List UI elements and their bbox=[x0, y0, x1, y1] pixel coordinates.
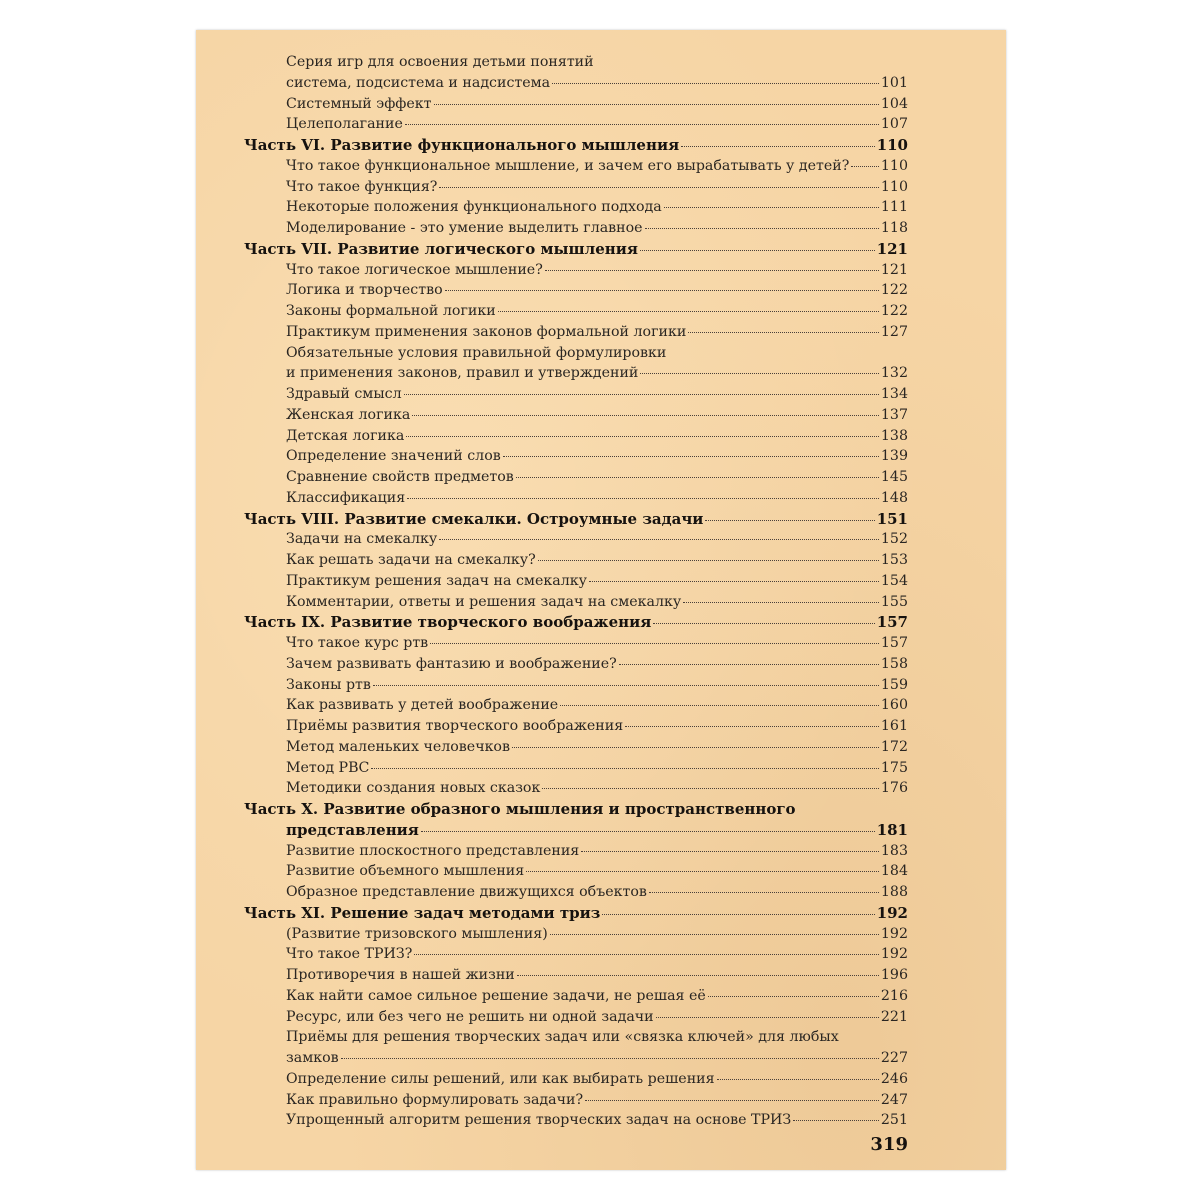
toc-entry-page-number: 158 bbox=[880, 655, 908, 672]
toc-entry-page-number: 121 bbox=[876, 239, 908, 258]
toc-entry bbox=[244, 322, 908, 343]
toc-entry-title: система, подсистема и надсистема bbox=[286, 74, 551, 91]
toc-entry bbox=[244, 177, 908, 198]
dot-leader bbox=[538, 560, 879, 561]
dot-leader bbox=[545, 270, 879, 271]
toc-entry bbox=[244, 965, 908, 986]
toc-entry-title: Задачи на смекалку bbox=[286, 531, 438, 548]
toc-entry-page-number: 111 bbox=[880, 199, 908, 216]
toc-entry-title: Практикум решения задач на смекалку bbox=[286, 572, 587, 589]
toc-entry-title: Обязательные условия правильной формулировки bbox=[286, 344, 667, 361]
toc-entry-page-number: 110 bbox=[876, 136, 908, 154]
toc-entry-title: Как найти самое сильное решение задачи, не решая её bbox=[286, 987, 706, 1004]
dot-leader bbox=[851, 166, 879, 167]
toc-entry-title: Зачем развивать фантазию и воображение? bbox=[286, 655, 617, 672]
toc-entry-title: Логика и творчество bbox=[286, 282, 443, 299]
dot-leader bbox=[653, 623, 874, 624]
toc-entry-title: Упрощенный алгоритм решения творческих задач на основе ТРИЗ bbox=[286, 1112, 792, 1129]
toc-entry-page-number: 139 bbox=[880, 448, 908, 465]
dot-leader bbox=[664, 207, 879, 208]
dot-leader bbox=[406, 436, 879, 437]
toc-part-entry bbox=[244, 612, 908, 633]
toc-entry-title: Развитие плоскостного представления bbox=[286, 842, 580, 859]
toc-entry-title: Моделирование - это умение выделить главное bbox=[286, 220, 643, 236]
toc-entry bbox=[244, 654, 908, 675]
dot-leader bbox=[625, 726, 879, 727]
dot-leader bbox=[517, 975, 879, 976]
toc-entry bbox=[244, 405, 908, 426]
toc-entry-title: Как правильно формулировать задачи? bbox=[286, 1091, 584, 1108]
dot-leader bbox=[341, 1058, 879, 1059]
dot-leader bbox=[688, 332, 879, 333]
dot-leader bbox=[405, 124, 879, 125]
toc-entry-page-number: 157 bbox=[876, 613, 908, 632]
dot-leader bbox=[640, 373, 879, 374]
toc-entry bbox=[244, 384, 908, 405]
toc-entry bbox=[244, 633, 908, 654]
dot-leader bbox=[373, 685, 879, 686]
toc-entry bbox=[244, 218, 908, 239]
toc-entry-page-number: 148 bbox=[880, 489, 908, 506]
toc-entry bbox=[244, 1090, 908, 1111]
toc-entry bbox=[244, 260, 908, 281]
toc-entry bbox=[244, 94, 908, 115]
toc-entry-title: Законы формальной логики bbox=[286, 303, 496, 319]
toc-entry-page-number: 175 bbox=[880, 759, 908, 776]
dot-leader bbox=[498, 311, 879, 312]
toc-entry bbox=[244, 861, 908, 882]
toc-entry-page-number: 118 bbox=[880, 220, 908, 236]
toc-entry bbox=[244, 592, 908, 613]
toc-entry-page-number: 160 bbox=[880, 697, 908, 714]
dot-leader bbox=[414, 954, 879, 955]
toc-entry-title: Что такое курс ртв bbox=[286, 635, 429, 651]
toc-entry bbox=[244, 1110, 908, 1131]
toc-entry bbox=[244, 675, 908, 696]
dot-leader bbox=[550, 934, 879, 935]
toc-entry bbox=[244, 550, 908, 571]
toc-entry bbox=[244, 73, 908, 94]
dot-leader bbox=[602, 914, 874, 915]
dot-leader bbox=[526, 871, 879, 872]
toc-entry-page-number: 188 bbox=[880, 884, 908, 900]
toc-entry-title: Как решать задачи на смекалку? bbox=[286, 552, 536, 568]
toc-entry-title: Часть VIII. Развитие смекалки. Остроумные задачи bbox=[244, 509, 704, 528]
toc-entry-page-number: 110 bbox=[880, 157, 908, 174]
toc-entry bbox=[244, 529, 908, 550]
toc-entry-page-number: 192 bbox=[880, 925, 908, 942]
toc-entry-title: Здравый смысл bbox=[286, 386, 402, 402]
toc-entry-page-number: 221 bbox=[880, 1008, 908, 1025]
dot-leader bbox=[434, 104, 879, 105]
toc-entry-page-number: 247 bbox=[880, 1091, 908, 1108]
toc-entry-title: Методики создания новых сказок bbox=[286, 780, 541, 797]
toc-entry-page-number: 104 bbox=[880, 95, 908, 112]
toc-entry bbox=[244, 156, 908, 177]
toc-entry bbox=[244, 924, 908, 945]
toc-entry-title: Законы ртв bbox=[286, 676, 371, 693]
toc-entry-page-number: 192 bbox=[876, 903, 908, 922]
toc-entry-title: Что такое функция? bbox=[286, 178, 438, 195]
toc-entry-title: Развитие объемного мышления bbox=[286, 863, 525, 880]
dot-leader bbox=[681, 146, 875, 147]
dot-leader bbox=[649, 892, 879, 893]
toc-entry bbox=[244, 363, 908, 384]
dot-leader bbox=[404, 394, 879, 395]
toc-entry-page-number: 159 bbox=[880, 676, 908, 693]
toc-entry-title: Некоторые положения функционального подхода bbox=[286, 199, 662, 216]
dot-leader bbox=[421, 831, 875, 832]
dot-leader bbox=[445, 290, 879, 291]
page-number: 319 bbox=[870, 1134, 908, 1155]
toc-entry-title: Часть VI. Развитие функционального мышления bbox=[244, 136, 680, 154]
toc-entry bbox=[244, 52, 908, 73]
toc-entry-page-number: 107 bbox=[880, 116, 908, 133]
dot-leader bbox=[439, 187, 879, 188]
dot-leader bbox=[585, 1100, 879, 1101]
toc-entry-page-number: 196 bbox=[880, 967, 908, 983]
toc-entry-page-number: 122 bbox=[880, 303, 908, 319]
toc-entry-title: Что такое ТРИЗ? bbox=[286, 946, 413, 963]
toc-entry-title: Часть IX. Развитие творческого воображения bbox=[244, 613, 652, 632]
dot-leader bbox=[581, 851, 879, 852]
toc-entry-title: Классификация bbox=[286, 489, 406, 506]
toc-entry bbox=[244, 986, 908, 1007]
toc-entry-page-number: 121 bbox=[880, 261, 908, 278]
toc-entry-page-number: 184 bbox=[880, 863, 908, 880]
toc-entry bbox=[244, 301, 908, 322]
toc-entry bbox=[244, 944, 908, 965]
toc-entry-page-number: 246 bbox=[880, 1070, 908, 1087]
toc-entry-title: и применения законов, правил и утверждений bbox=[286, 365, 639, 382]
toc-entry-title: Как развивать у детей воображение bbox=[286, 697, 559, 714]
toc-entry-title: Часть VII. Развитие логического мышления bbox=[244, 239, 638, 258]
toc-entry-title: Приёмы развития творческого воображения bbox=[286, 718, 624, 734]
dot-leader bbox=[717, 1079, 879, 1080]
toc-entry-title: Часть X. Развитие образного мышления и пространственного bbox=[244, 800, 796, 818]
dot-leader bbox=[619, 664, 879, 665]
toc-entry-title: Сравнение свойств предметов bbox=[286, 469, 514, 485]
toc-entry-title: замков bbox=[286, 1050, 339, 1066]
toc-entry-title: Женская логика bbox=[286, 406, 411, 423]
toc-entry-page-number: 176 bbox=[880, 780, 908, 797]
dot-leader bbox=[640, 250, 875, 251]
toc-entry-page-number: 172 bbox=[880, 738, 908, 755]
dot-leader bbox=[542, 788, 879, 789]
toc-entry-page-number: 134 bbox=[880, 386, 908, 402]
toc-entry-page-number: 161 bbox=[880, 718, 908, 734]
toc-entry-page-number: 192 bbox=[880, 946, 908, 963]
dot-leader bbox=[705, 520, 874, 521]
toc-entry-page-number: 216 bbox=[880, 987, 908, 1004]
toc-entry bbox=[244, 488, 908, 509]
toc-entry-title: Метод РВС bbox=[286, 759, 370, 776]
book-page bbox=[196, 30, 1006, 1170]
dot-leader bbox=[407, 498, 879, 499]
dot-leader bbox=[683, 602, 879, 603]
toc-entry bbox=[244, 1007, 908, 1028]
toc-entry-page-number: 154 bbox=[880, 572, 908, 589]
toc-entry bbox=[244, 343, 908, 364]
dot-leader bbox=[560, 705, 879, 706]
dot-leader bbox=[439, 539, 879, 540]
toc-entry bbox=[244, 716, 908, 737]
toc-entry bbox=[244, 695, 908, 716]
toc-entry-title: Ресурс, или без чего не решить ни одной задачи bbox=[286, 1008, 654, 1025]
toc-entry bbox=[244, 841, 908, 862]
toc-entry-title: Комментарии, ответы и решения задач на смекалку bbox=[286, 593, 682, 610]
dot-leader bbox=[512, 747, 879, 748]
toc-entry bbox=[244, 737, 908, 758]
toc-entry bbox=[244, 882, 908, 903]
toc-entry-title: Серия игр для освоения детьми понятий bbox=[286, 54, 594, 70]
toc-entry bbox=[244, 426, 908, 447]
table-of-contents bbox=[244, 52, 908, 1131]
toc-entry-page-number: 132 bbox=[880, 365, 908, 382]
toc-entry-page-number: 110 bbox=[880, 178, 908, 195]
toc-part-entry bbox=[244, 799, 908, 820]
toc-entry bbox=[244, 1027, 908, 1048]
toc-entry-title: (Развитие тризовского мышления) bbox=[286, 925, 548, 942]
toc-entry-title: Целеполагание bbox=[286, 116, 403, 133]
toc-entry-page-number: 183 bbox=[880, 842, 908, 859]
dot-leader bbox=[412, 415, 879, 416]
toc-part-entry bbox=[244, 135, 908, 156]
toc-entry-page-number: 181 bbox=[876, 820, 908, 839]
toc-entry bbox=[244, 467, 908, 488]
toc-entry-title: Противоречия в нашей жизни bbox=[286, 967, 515, 983]
toc-entry-title: представления bbox=[286, 820, 419, 839]
toc-entry-page-number: 151 bbox=[876, 509, 908, 528]
dot-leader bbox=[516, 477, 879, 478]
toc-entry bbox=[244, 446, 908, 467]
toc-entry-page-number: 153 bbox=[880, 552, 908, 568]
toc-part-entry bbox=[244, 239, 908, 260]
toc-entry-title: Системный эффект bbox=[286, 95, 432, 112]
toc-entry-title: Что такое функциональное мышление, и зачем его вырабатывать у детей? bbox=[286, 157, 850, 174]
toc-entry-title: Определение значений слов bbox=[286, 448, 501, 465]
dot-leader bbox=[708, 996, 879, 997]
toc-entry-title: Часть XI. Решение задач методами триз bbox=[244, 903, 601, 922]
dot-leader bbox=[656, 1017, 879, 1018]
dot-leader bbox=[430, 643, 879, 644]
toc-entry-title: Определение силы решений, или как выбирать решения bbox=[286, 1070, 715, 1087]
toc-entry-page-number: 145 bbox=[880, 469, 908, 485]
dot-leader bbox=[503, 456, 879, 457]
toc-entry-title: Приёмы для решения творческих задач или «связка ключей» для любых bbox=[286, 1029, 839, 1046]
dot-leader bbox=[793, 1120, 879, 1121]
toc-entry-title: Что такое логическое мышление? bbox=[286, 261, 543, 278]
toc-entry-page-number: 137 bbox=[880, 406, 908, 423]
toc-entry-title: Детская логика bbox=[286, 427, 405, 444]
toc-entry bbox=[244, 758, 908, 779]
toc-entry bbox=[244, 280, 908, 301]
dot-leader bbox=[645, 228, 879, 229]
toc-entry-page-number: 155 bbox=[880, 593, 908, 610]
toc-entry-page-number: 122 bbox=[880, 282, 908, 299]
toc-entry-title: Метод маленьких человечков bbox=[286, 738, 510, 755]
toc-entry-page-number: 127 bbox=[880, 323, 908, 340]
dot-leader bbox=[589, 581, 879, 582]
toc-entry-page-number: 227 bbox=[880, 1050, 908, 1066]
toc-entry bbox=[244, 820, 908, 841]
toc-entry-title: Практикум применения законов формальной логики bbox=[286, 323, 687, 340]
toc-entry-page-number: 138 bbox=[880, 427, 908, 444]
dot-leader bbox=[371, 768, 879, 769]
toc-entry-title: Образное представление движущихся объектов bbox=[286, 884, 647, 900]
toc-entry-page-number: 251 bbox=[880, 1112, 908, 1129]
toc-part-entry bbox=[244, 903, 908, 924]
toc-entry-page-number: 152 bbox=[880, 531, 908, 548]
toc-entry-page-number: 101 bbox=[880, 74, 908, 91]
toc-entry bbox=[244, 1069, 908, 1090]
toc-entry bbox=[244, 197, 908, 218]
toc-part-entry bbox=[244, 509, 908, 530]
toc-entry bbox=[244, 571, 908, 592]
toc-entry bbox=[244, 778, 908, 799]
toc-entry bbox=[244, 114, 908, 135]
toc-entry-page-number: 157 bbox=[880, 635, 908, 651]
toc-entry bbox=[244, 1048, 908, 1069]
dot-leader bbox=[552, 83, 879, 84]
